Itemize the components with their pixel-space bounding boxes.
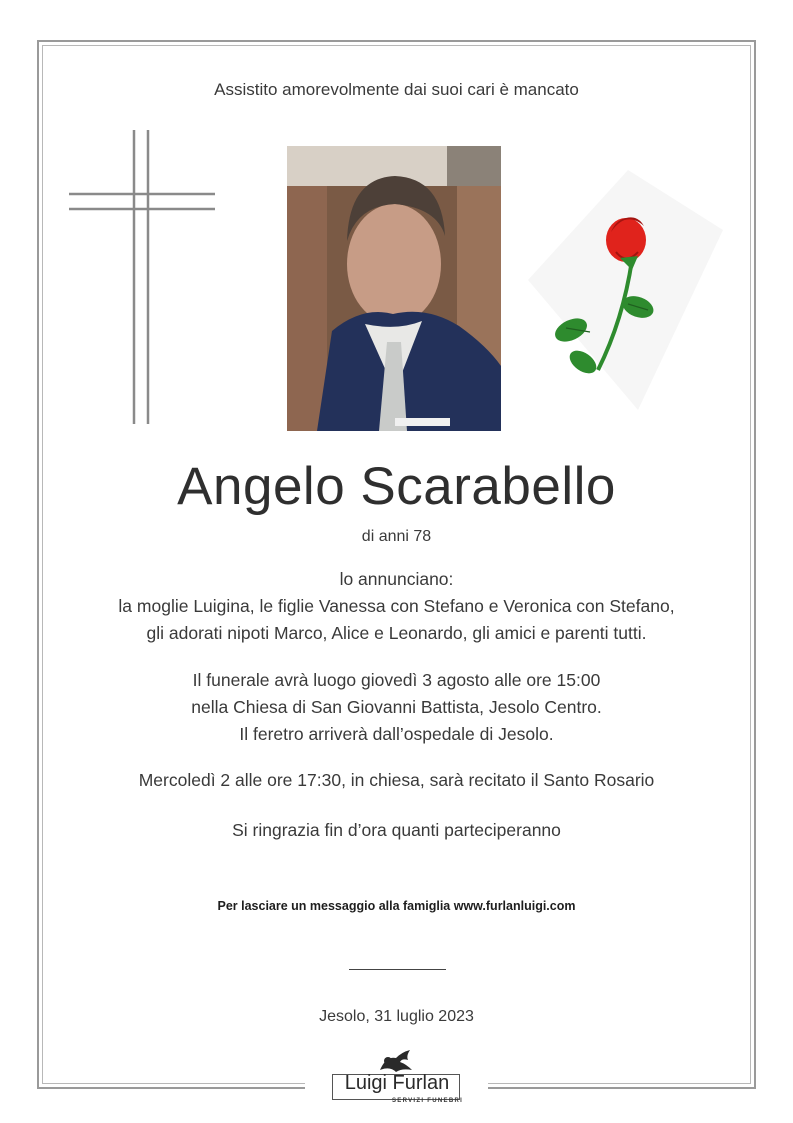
announcers-line: la moglie Luigina, le figlie Vanessa con Stefano e Veronica con Stefano,: [118, 596, 675, 616]
message-link-text: Per lasciare un messaggio alla famiglia www.furlanluigi.com: [217, 899, 576, 913]
funeral-line: nella Chiesa di San Giovanni Battista, Jesolo Centro.: [191, 697, 602, 717]
cross-icon: [67, 128, 219, 433]
deceased-name: Angelo Scarabello: [177, 457, 616, 516]
funeral-line: Il funerale avrà luogo giovedì 3 agosto alle ore 15:00: [192, 670, 601, 690]
funeral-block: [0, 667, 793, 748]
age-text: di anni 78: [361, 528, 432, 545]
rose-icon: [508, 170, 723, 420]
announcers-block: [0, 566, 793, 647]
thanks-text: Si ringrazia fin d’ora quanti parteciperanno: [232, 820, 561, 840]
place-date: Jesolo, 31 luglio 2023: [319, 1008, 474, 1025]
rosary-text: Mercoledì 2 alle ore 17:30, in chiesa, sarà recitato il Santo Rosario: [138, 770, 655, 790]
divider-line: [349, 969, 446, 970]
funeral-home-logo: [330, 1048, 464, 1106]
logo-subtitle: SERVIZI FUNEBRI: [392, 1098, 464, 1104]
logo-name: Luigi Furlan: [344, 1072, 450, 1094]
announcers-line: lo annunciano:: [339, 569, 454, 589]
intro-text: Assistito amorevolmente dai suoi cari è mancato: [214, 80, 579, 99]
funeral-line: Il feretro arriverà dall’ospedale di Jesolo.: [239, 724, 554, 744]
announcers-line: gli adorati nipoti Marco, Alice e Leonardo, gli amici e parenti tutti.: [146, 623, 647, 643]
deceased-portrait: [287, 146, 501, 431]
